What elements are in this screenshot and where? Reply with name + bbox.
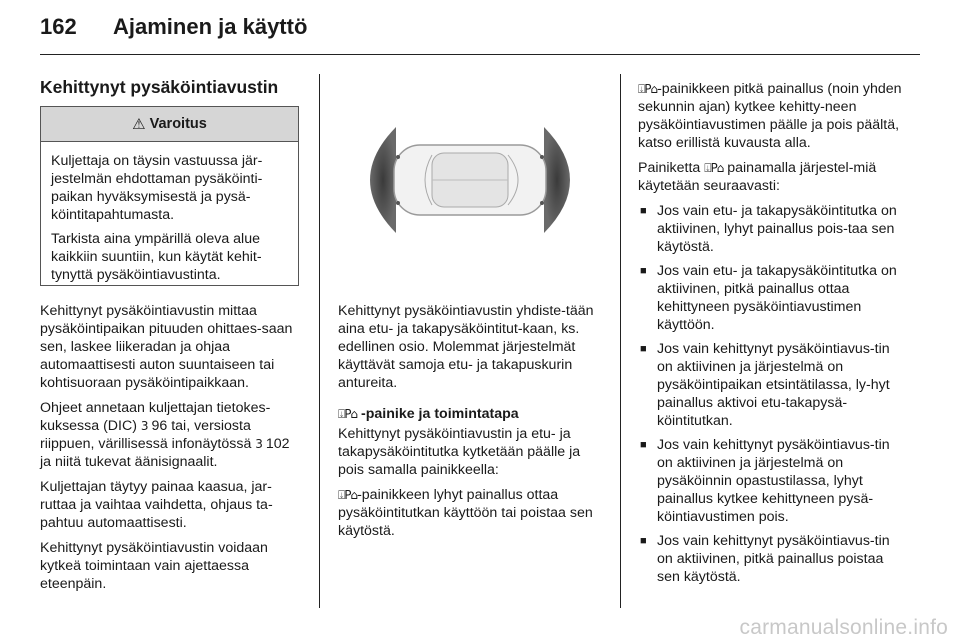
parking-button-icon: ⍗P⌂: [704, 161, 724, 175]
parking-button-icon: ⍗P⌂: [638, 82, 658, 96]
list-item: ■ Jos vain etu- ja takapysäköintitutka on aktiivinen, pitkä painallus ottaa kehittyneen pysäköintiavustimen käyttöön.: [638, 262, 906, 334]
paragraph: ⍗P⌂-painikkeen pitkä painallus (noin yhden sekunnin ajan) kytkee kehitty-neen pysäköintiavustimen päälle ja pois päältä, katso erillistä kuvausta alla.: [638, 81, 902, 151]
page-ref-link[interactable]: 102: [265, 436, 290, 452]
paragraph: Ohjeet annetaan kuljettajan tietokes-kuksessa (DIC) 3 96 tai, versiosta riippuen, värillisessä infonäytössä 3 102 ja niitä tukevat äänisignaalit.: [40, 400, 290, 470]
warning-icon: ⚠: [132, 116, 146, 133]
paragraph: Painiketta ⍗P⌂ painamalla järjestel-miä käytetään seuraavasti:: [638, 160, 877, 194]
list-item: ■ Jos vain etu- ja takapysäköintitutka on aktiivinen, lyhyt painallus pois-taa sen käytöstä.: [638, 202, 906, 256]
paragraph: ⍗P⌂-painikkeen lyhyt painallus ottaa pysäköintitutkan käyttöön tai poistaa sen käytöstä.: [338, 487, 593, 539]
car-top-view-illustration: [338, 77, 602, 287]
figure-caption: Kehittynyt pysäköintiavustin yhdiste-tään aina etu- ja takapysäköintitut-kaan, ks. edellinen osio. Molemmat järjestelmät käyttävät samoja etu- ja takapuskurin antureita.: [338, 303, 594, 391]
column-divider: [319, 74, 320, 608]
chapter-title: Ajaminen ja käyttö: [113, 14, 308, 39]
header-rule: [40, 54, 920, 55]
paragraph: Kuljettajan täytyy painaa kaasua, jar-ruttaa ja vaihtaa vaihdetta, ohjaus ta-pahtuu automaattisesti.: [40, 479, 273, 531]
warning-text: Kuljettaja on täysin vastuussa jär-jestelmän ehdottaman pysäköinti-paikan hyväksymisestä ja pysä-köintitapahtumasta.: [51, 153, 263, 223]
warning-label: Varoitus: [149, 116, 207, 132]
page-ref-arrow-icon: 3: [140, 419, 148, 433]
watermark: carmanualsonline.info: [739, 616, 948, 639]
section-title: Kehittynyt pysäköintiavustin: [40, 77, 279, 97]
list-item: ■ Jos vain kehittynyt pysäköintiavus-tin on aktiivinen ja järjestelmä on pysäköinnin opastustilassa, lyhyt painallus kytkee kehittyneen pysä-köintiavustimen pois.: [638, 436, 906, 526]
page-ref-arrow-icon: 3: [255, 437, 262, 451]
list-item: ■ Jos vain kehittynyt pysäköintiavus-tin on aktiivinen, pitkä painallus poistaa sen käytöstä.: [638, 532, 906, 586]
list-item: ■ Jos vain kehittynyt pysäköintiavus-tin on aktiivinen ja järjestelmä on pysäköintipaikan etsintätilassa, ly-hyt painallus aktivoi etu-takapysä-köintitutkan.: [638, 340, 906, 430]
paragraph: Kehittynyt pysäköintiavustin ja etu- ja takapysäköintitutka kytketään päälle ja pois samalla painikkeella:: [338, 426, 581, 478]
warning-header: [41, 107, 298, 142]
page-number: 162: [40, 14, 77, 39]
front-sensor-zone: [544, 127, 570, 233]
bullet-list: [638, 202, 906, 586]
page-ref-link[interactable]: 96: [151, 418, 168, 434]
parking-button-icon: ⍗P⌂: [338, 407, 358, 421]
rear-sensor-zone: [370, 127, 396, 233]
warning-box: [40, 106, 299, 286]
warning-text: Tarkista aina ympärillä oleva alue kaikkiin suuntiin, kun käytät kehit-tynyttä pysäköintiavustinta.: [51, 231, 262, 283]
column-divider: [620, 74, 621, 608]
parking-button-icon: ⍗P⌂: [338, 488, 358, 502]
paragraph: Kehittynyt pysäköintiavustin mittaa pysäköintipaikan pituuden ohittaes-saan sen, laskee liikeradan ja ohjaa automaattisesti auton suuntaiseen tai kohtisuoraan pysäköintipaikkaan.: [40, 303, 293, 391]
subheading: ⍗P⌂ -painike ja toimintatapa: [338, 406, 519, 422]
parking-sensor-figure: [338, 77, 602, 287]
paragraph: Kehittynyt pysäköintiavustin voidaan kytkeä toimintaan vain ajettaessa eteenpäin.: [40, 540, 268, 592]
